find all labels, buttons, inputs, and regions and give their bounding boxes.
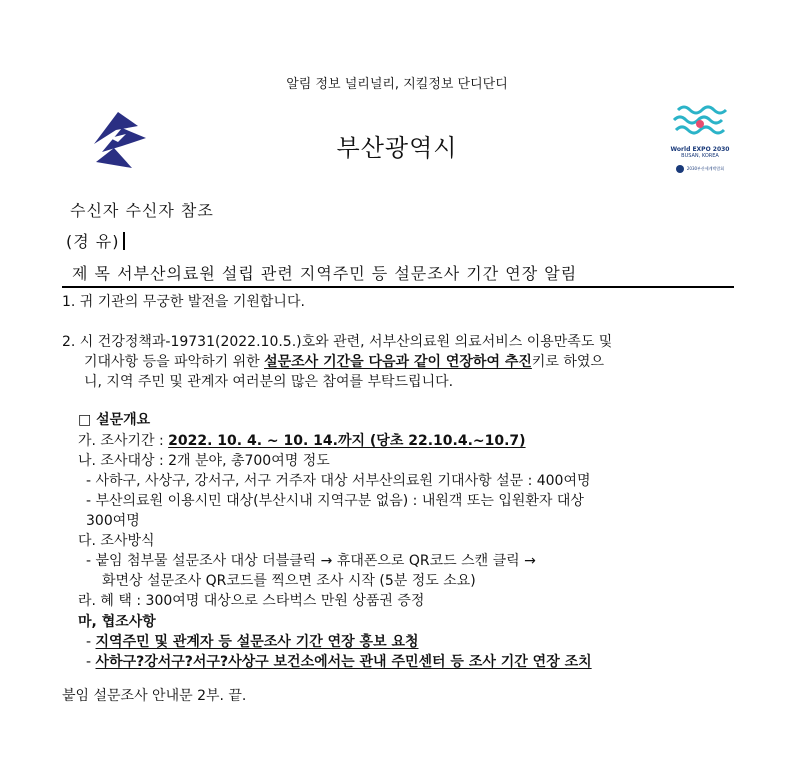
paragraph-1: 1. 귀 기관의 무궁한 발전을 기원합니다. <box>62 294 305 310</box>
cooperation-heading: 마, 협조사항 <box>78 614 156 630</box>
survey-method-item-2: 화면상 설문조사 QR코드를 찍으면 조사 시작 (5분 정도 소요) <box>102 573 476 589</box>
world-expo-logo <box>664 102 736 184</box>
survey-target-item-2: - 부산의료원 이용시민 대상(부산시내 지역구분 없음) : 내원객 또는 입원환자 대상 <box>86 493 584 509</box>
survey-period <box>78 431 526 451</box>
cooperation-item-2-text: 사하구?강서구?서구?사상구 보건소에서는 관내 주민센터 등 조사 기간 연장 조치 <box>95 654 592 670</box>
survey-target-item-2-cont: 300여명 <box>86 513 140 529</box>
survey-period-value: 2022. 10. 4. ~ 10. 14.까지 (당초 22.10.4.~10.7) <box>168 433 526 449</box>
cooperation-item-2-dash: - <box>86 654 96 670</box>
survey-target: 나. 조사대상 : 2개 분야, 총700여명 정도 <box>78 453 330 469</box>
text-cursor <box>123 232 125 250</box>
survey-target-item-1: - 사하구, 사상구, 강서구, 서구 거주자 대상 서부산의료원 기대사항 설문 : 400여명 <box>86 473 591 489</box>
expo-logo-line2: BUSAN, KOREA <box>681 153 719 159</box>
expo-wave-icon <box>664 102 736 142</box>
expo-logo-line3: 2030부산세계박람회 <box>686 166 725 171</box>
expo-emblem-icon <box>676 165 684 173</box>
survey-period-label: 가. 조사기간 : <box>78 433 169 449</box>
paragraph-2-line1: 2. 시 건강정책과-19731(2022.10.5.)호와 관련, 서부산의료원 의료서비스 이용만족도 및 <box>62 334 613 350</box>
via-label: (경 유) <box>66 232 120 251</box>
subject-divider <box>62 286 734 288</box>
slogan: 알림 정보 널리널리, 지킬정보 단디단디 <box>286 77 508 92</box>
paragraph-2-line2 <box>84 352 604 372</box>
survey-benefit: 라. 혜 택 : 300여명 대상으로 스타벅스 만원 상품권 증정 <box>78 593 425 609</box>
paragraph-2-line3: 니, 지역 주민 및 관계자 여러분의 많은 참여를 부탁드립니다. <box>84 374 454 390</box>
section-heading: □ 설문개요 <box>78 412 151 428</box>
cooperation-item-1-dash: - <box>86 634 96 650</box>
subject-line: 제 목 서부산의료원 설립 관련 지역주민 등 설문조사 기간 연장 알림 <box>72 264 578 283</box>
cooperation-item-2 <box>86 652 592 672</box>
recipient: 수신자 수신자 참조 <box>70 201 214 220</box>
survey-method-item-1: - 붙임 첨부물 설문조사 대상 더블클릭 → 휴대폰으로 QR코드 스캔 클릭 → <box>86 553 536 569</box>
cooperation-item-1-text: 지역주민 및 관계자 등 설문조사 기간 연장 홍보 요청 <box>95 634 419 650</box>
cooperation-item-1 <box>86 632 419 652</box>
paragraph-2-text: 기대사항 등을 파악하기 위한 <box>84 354 265 370</box>
organization-title: 부산광역시 <box>336 134 458 162</box>
paragraph-2-text-end: 키로 하였으 <box>531 354 604 370</box>
attachment-line: 붙임 설문조사 안내문 2부. 끝. <box>62 688 247 704</box>
survey-method: 다. 조사방식 <box>78 533 155 549</box>
expo-logo-line1: World EXPO 2030 <box>670 146 730 153</box>
paragraph-2-emphasis: 설문조사 기간을 다음과 같이 연장하여 추진 <box>264 354 532 370</box>
via-line <box>66 229 125 252</box>
